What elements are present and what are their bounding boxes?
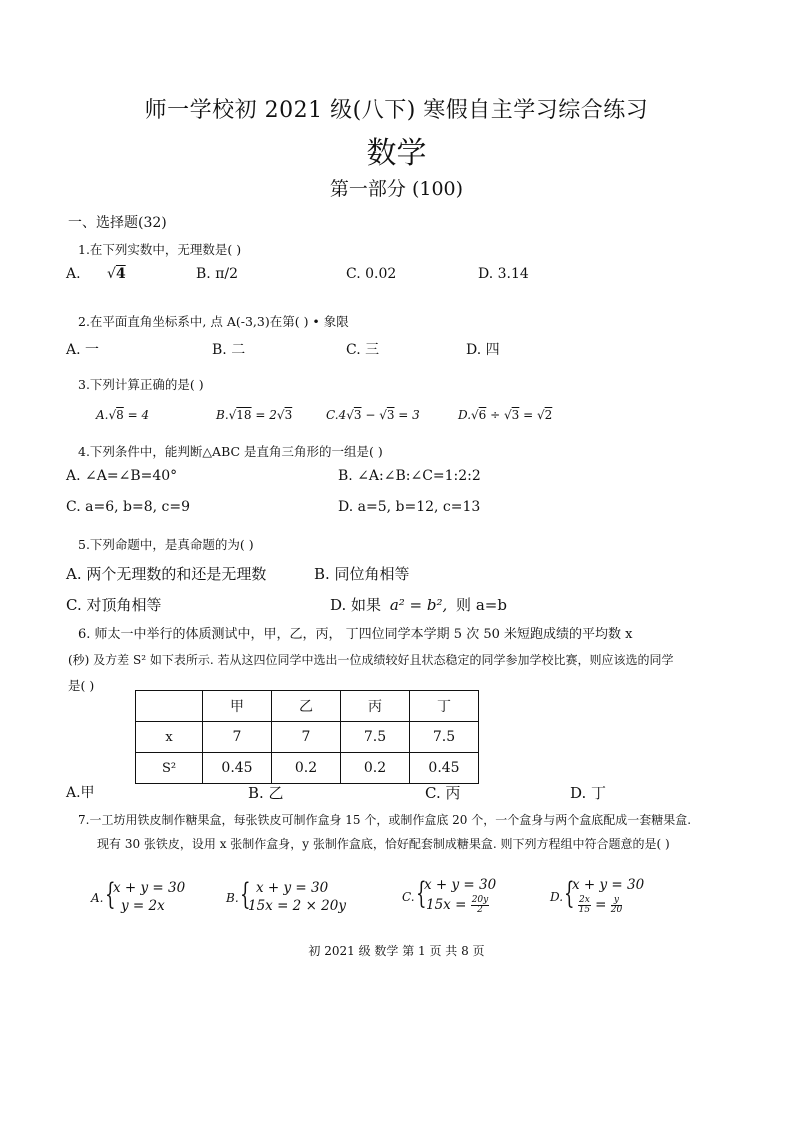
- q2-option-c: C. 三: [346, 342, 380, 358]
- fraction: $\frac{y}{20}$: [610, 895, 623, 915]
- table-cell: 7: [272, 722, 341, 753]
- q3-option-b: B.√18 = 2√3: [216, 408, 293, 422]
- q3-option-d: D.√6 ÷ √3 = √2: [458, 408, 553, 422]
- table-cell: 0.45: [410, 753, 479, 784]
- table-header-cell: 甲: [203, 691, 272, 722]
- q6-stem-line2: (秒) 及方差 S² 如下表所示. 若从这四位同学中选出一位成绩较好且状态稳定的同学参加学校比赛，则应该选的同学: [68, 653, 674, 667]
- q7-option-a: A. { x + y = 30 y = 2x: [91, 877, 186, 914]
- q6-stem-line3: 是( ): [68, 678, 95, 693]
- table-cell: 0.45: [203, 753, 272, 784]
- q6-option-a: A.甲: [66, 785, 95, 801]
- q7-option-d: D. { x + y = 30 $\frac{2x}{15}$ = $\frac{y}{20}$: [550, 876, 645, 915]
- table-header-row: [136, 691, 479, 722]
- q3-option-c: C.4√3 − √3 = 3: [326, 408, 420, 422]
- q4-option-d: D. a=5, b=12, c=13: [338, 499, 481, 515]
- table-cell: 7.5: [341, 722, 410, 753]
- q4-option-c: C. a=6, b=8, c=9: [66, 499, 190, 515]
- q4-stem: 4.下列条件中，能判断△ABC 是直角三角形的一组是( ): [78, 444, 383, 459]
- paper-subject: 数学: [366, 136, 427, 171]
- q1-option-b: B. π/2: [196, 266, 239, 282]
- q1-option-a: A. √4: [66, 266, 126, 282]
- q2-option-a: A. 一: [66, 342, 100, 358]
- q1-option-c: C. 0.02: [346, 266, 397, 282]
- fraction: $\frac{20y}{2}$: [471, 895, 489, 915]
- table-cell: 0.2: [272, 753, 341, 784]
- q1-option-d: D. 3.14: [478, 266, 529, 282]
- q7-option-b: B. { x + y = 30 15x = 2 × 20y: [226, 877, 346, 914]
- q6-stats-table: [135, 690, 479, 784]
- section-heading: 一、选择题(32): [68, 215, 167, 231]
- q3-stem: 3.下列计算正确的是( ): [78, 377, 204, 392]
- q5-option-c: C. 对顶角相等: [66, 596, 162, 614]
- q5-option-d: D. 如果 a² = b², 则 a=b: [330, 596, 507, 614]
- table-row: [136, 722, 479, 753]
- q3-option-a: A.√8 = 4: [96, 408, 150, 422]
- table-cell: S²: [136, 753, 203, 784]
- paper-title: 师一学校初 2021 级(八下) 寒假自主学习综合练习: [144, 98, 649, 123]
- table-header-cell: [136, 691, 203, 722]
- q6-option-d: D. 丁: [570, 784, 607, 802]
- q6-option-b: B. 乙: [248, 784, 284, 802]
- q1-stem: 1.在下列实数中，无理数是( ): [78, 242, 242, 257]
- table-cell: 7: [203, 722, 272, 753]
- q7-stem-line1: 7.一工坊用铁皮制作糖果盒，每张铁皮可制作盒身 15 个，或制作盒底 20 个，一个盒身与两个盒底配成一套糖果盒.: [78, 813, 692, 827]
- q5-stem: 5.下列命题中，是真命题的为( ): [78, 537, 254, 552]
- table-cell: x: [136, 722, 203, 753]
- page-footer: 初 2021 级 数学 第 1 页 共 8 页: [308, 944, 485, 958]
- q7-stem-line2: 现有 30 张铁皮，设用 x 张制作盒身，y 张制作盒底，恰好配套制成糖果盒. 则下列方程组中符合题意的是( ): [97, 837, 670, 851]
- q4-option-b: B. ∠A:∠B:∠C=1:2:2: [338, 468, 481, 484]
- q2-stem: 2.在平面直角坐标系中, 点 A(-3,3)在第( ) • 象限: [78, 314, 349, 329]
- table-header-cell: 丙: [341, 691, 410, 722]
- q2-option-b: B. 二: [212, 342, 246, 358]
- table-row: [136, 753, 479, 784]
- paper-part: 第一部分 (100): [329, 178, 464, 200]
- q7-option-c: C. { x + y = 30 15x = $\frac{20y}{2}$: [402, 876, 497, 915]
- q4-option-a: A. ∠A=∠B=40°: [66, 468, 178, 484]
- table-header-cell: 丁: [410, 691, 479, 722]
- q6-stem-line1: 6. 师太一中举行的体质测试中，甲，乙，丙， 丁四位同学本学期 5 次 50 米短跑成绩的平均数 x: [78, 627, 633, 642]
- q6-option-c: C. 丙: [425, 784, 461, 802]
- table-cell: 0.2: [341, 753, 410, 784]
- table-cell: 7.5: [410, 722, 479, 753]
- q2-option-d: D. 四: [466, 342, 500, 358]
- q5-option-a: A. 两个无理数的和还是无理数: [66, 565, 267, 583]
- table-header-cell: 乙: [272, 691, 341, 722]
- fraction: $\frac{2x}{15}$: [578, 895, 591, 915]
- q5-option-b: B. 同位角相等: [314, 565, 410, 583]
